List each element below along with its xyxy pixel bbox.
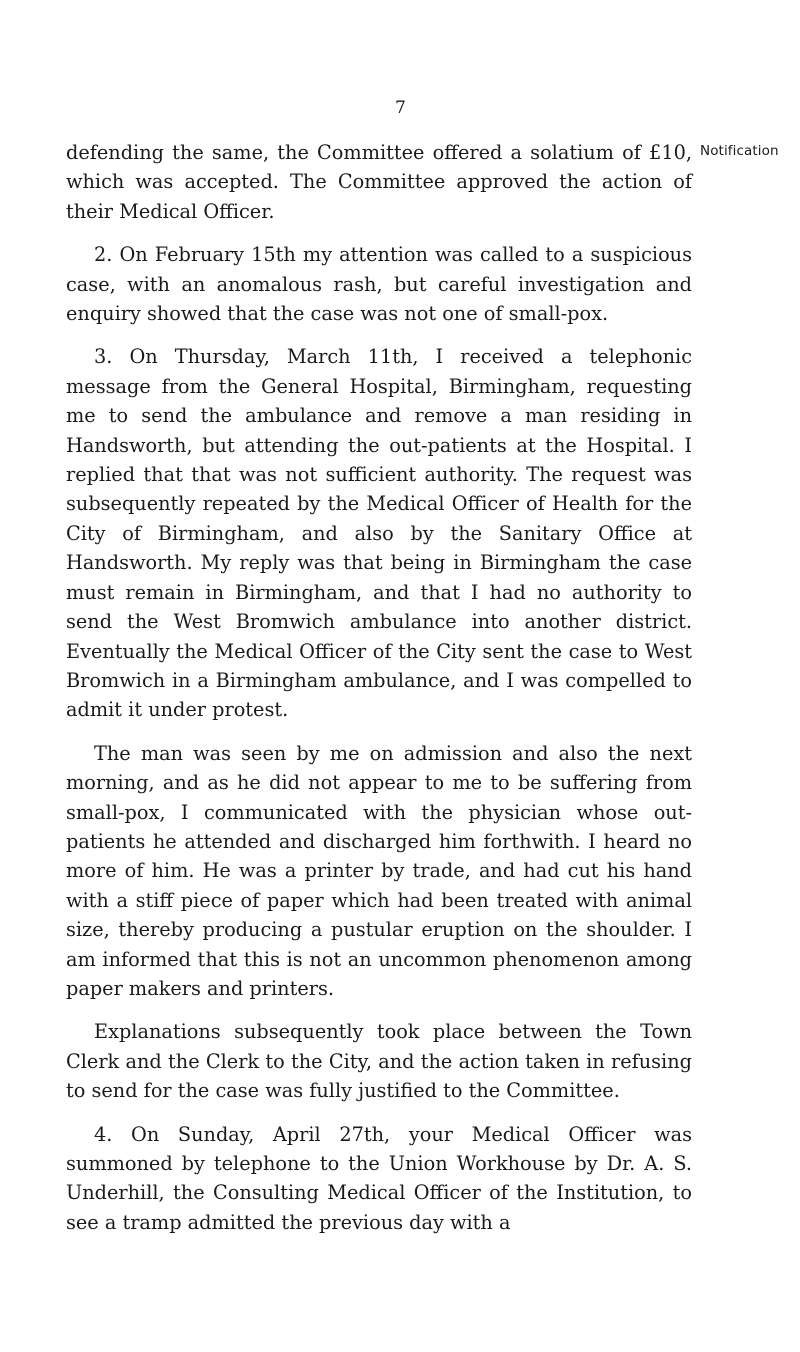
body-text [66, 138, 692, 1251]
paragraph-continuation: defending the same, the Committee offered a solatium of £10, which was accepted. The Committee approved the action of their Medical Officer. [66, 141, 692, 223]
paragraph-3: 3. On Thursday, March 11th, I received a telephonic message from the General Hospital, Birmingham, requesting me to send the ambulance and remove a man residing in Handsworth, but attending the out-patients at the Hospital. I replied that that was not sufficient authority. The request was subsequently repeated by the Medical Officer of Health for the City of Birmingham, and also by the Sanitary Office at Handsworth. My reply was that being in Birmingham the case must remain in Birmingham, and that I had no authority to send the West Bromwich ambulance into another district. Eventually the Medical Officer of the City sent the case to West Bromwich in a Birmingham ambulance, and I was compelled to admit it under protest. [66, 345, 692, 722]
paragraph-explanations: Explanations subsequently took place between the Town Clerk and the Clerk to the City, and the action taken in refusing to send for the case was fully justified to the Committee. [66, 1020, 692, 1103]
page-number: 7 [395, 98, 406, 118]
margin-note: Notification [700, 143, 779, 159]
paragraph-3-continued: The man was seen by me on admission and also the next morning, and as he did not appear to me to be suffering from small-pox, I communicated with the physician whose out-patients he attended and discharged him forthwith. I heard no more of him. He was a printer by trade, and had cut his hand with a stiff piece of paper which had been treated with animal size, thereby producing a pustular eruption on the shoulder. I am informed that this is not an uncommon phenomenon among paper makers and printers. [66, 741, 692, 1000]
paragraph-4: 4. On Sunday, April 27th, your Medical Officer was summoned by telephone to the Union Workhouse by Dr. A. S. Underhill, the Consulting Medical Officer of the Institution, to see a tramp admitted the previous day with a [66, 1122, 692, 1234]
paragraph-2: 2. On February 15th my attention was called to a suspicious case, with an anomalous rash, but careful investigation and enquiry showed that the case was not one of small-pox. [66, 243, 692, 326]
